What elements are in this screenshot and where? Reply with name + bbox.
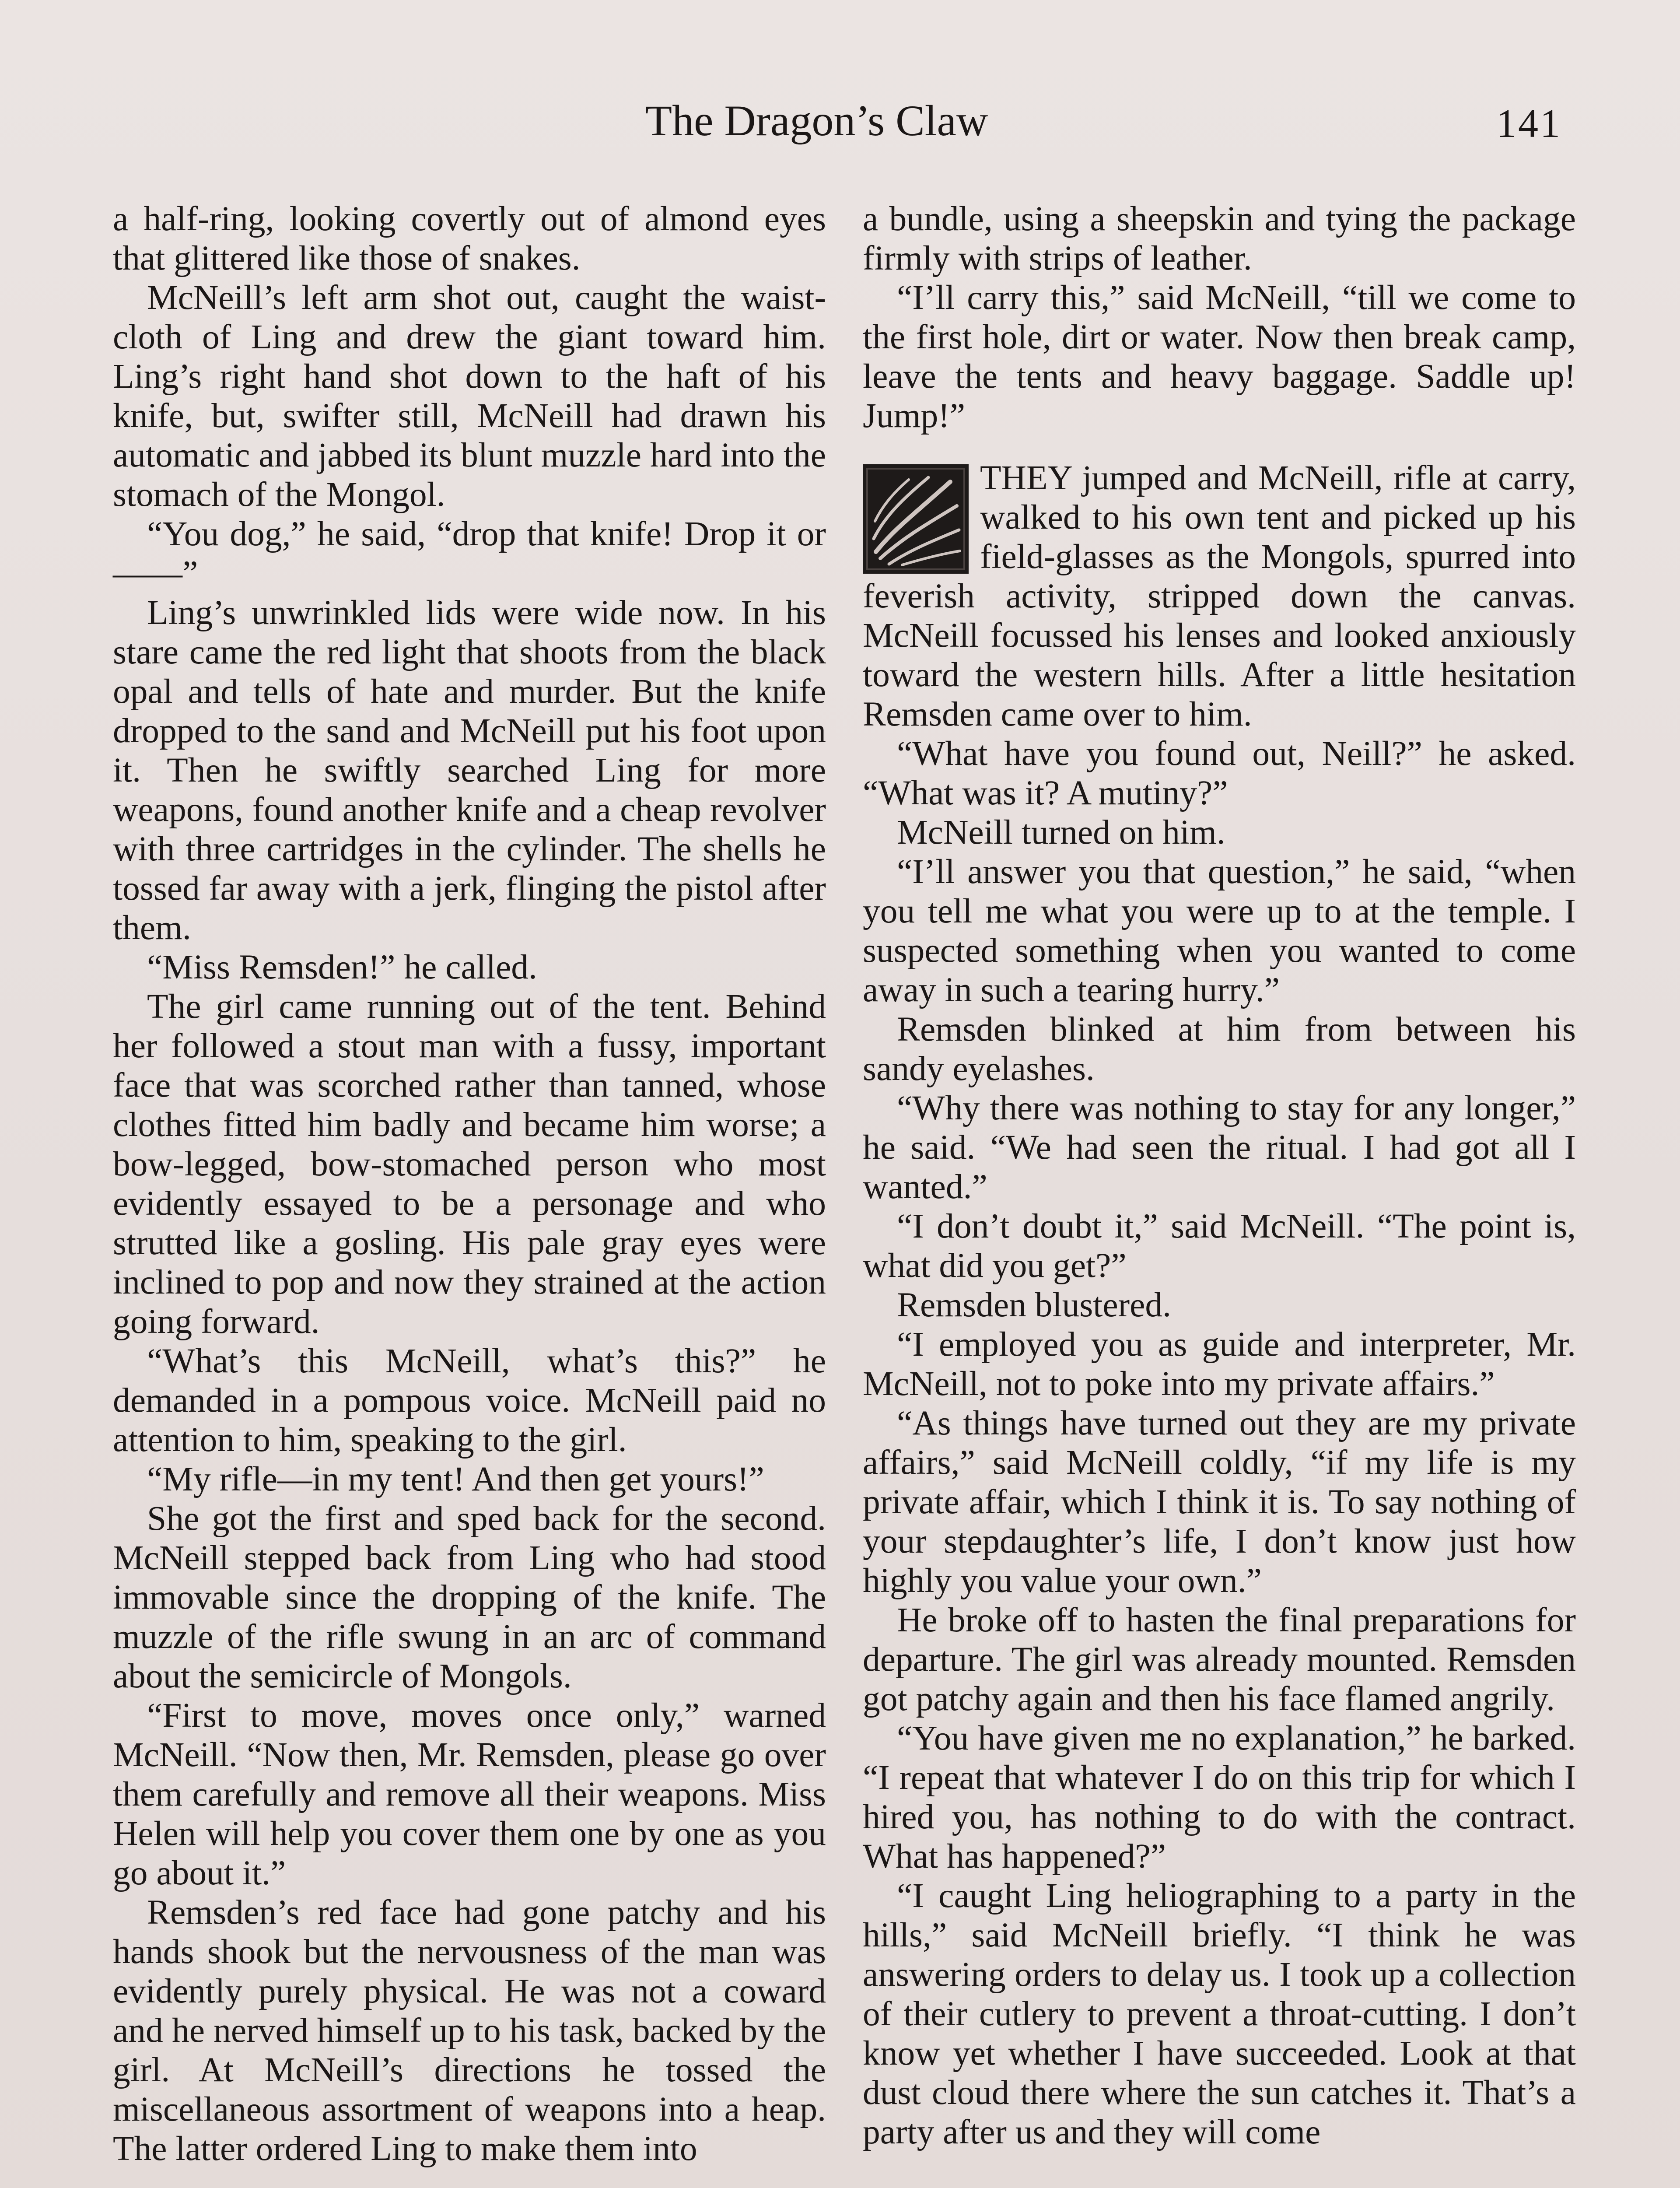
paragraph: Remsden blinked at him from between his sandy eyelashes. [863,1010,1576,1088]
left-column [113,199,826,2168]
paragraph: “Why there was nothing to stay for any longer,” he said. “We had seen the ritual. I had got all I wanted.” [863,1089,1576,1206]
right-column [863,199,1576,2152]
paragraph: The girl came running out of the tent. Behind her followed a stout man with a fussy, important face that was scorched rather than tanned, whose clothes fitted him badly and became him worse; a bow-legged, bow-stomached person who most evidently essayed to be a personage and who strutted like a gosling. His pale gray eyes were inclined to pop and now they strained at the action going forward. [113,987,826,1341]
paragraph: “You have given me no explanation,” he barked. “I repeat that whatever I do on this trip for which I hired you, has nothing to do with the contract. What has happened?” [863,1719,1576,1876]
paragraph: “What’s this McNeill, what’s this?” he demanded in a pompous voice. McNeill paid no attention to him, speaking to the girl. [113,1342,826,1459]
paragraph: “I don’t doubt it,” said McNeill. “The point is, what did you get?” [863,1207,1576,1285]
decorative-initial-ornament-icon [863,464,969,574]
paragraph: “I’ll answer you that question,” he said, “when you tell me what you were up to at the temple. I suspected something when you wanted to come away in such a tearing hurry.” [863,852,1576,1009]
paragraph: Ling’s unwrinkled lids were wide now. In his stare came the red light that shoots from the black opal and tells of hate and murder. But the knife dropped to the sand and McNeill put his foot upon it. Then he swiftly searched Ling for more weapons, found another knife and a cheap revolver with three cartridges in the cylinder. The shells he tossed far away with a jerk, flinging the pistol after them. [113,593,826,947]
paragraph: He broke off to hasten the final preparations for departure. The girl was already mounted. Remsden got patchy again and then his face flamed angrily. [863,1601,1576,1718]
paragraph: a bundle, using a sheepskin and tying the package firmly with strips of leather. [863,200,1576,277]
paragraph: McNeill’s left arm shot out, caught the waist-cloth of Ling and drew the giant toward him. Ling’s right hand shot down to the haft of his knife, but, swifter still, McNeill had drawn his automatic and jabbed its blunt muzzle hard into the stomach of the Mongol. [113,278,826,514]
paragraph: “You dog,” he said, “drop that knife! Drop it or——” [113,515,826,593]
paragraph: “As things have turned out they are my private affairs,” said McNeill coldly, “if my life is my private affair, which I think it is. To say nothing of your stepdaughter’s life, I don’t know just how highly you value your own.” [863,1404,1576,1600]
paragraph: McNeill turned on him. [897,813,1225,852]
paragraph: “Miss Remsden!” he called. [147,948,537,986]
paragraph: a half-ring, looking covertly out of almond eyes that glittered like those of snakes. [113,200,826,277]
section-start [863,458,1576,734]
paragraph: “My rifle—in my tent! And then get yours!” [147,1460,764,1498]
section-first-paragraph: THEY jumped and McNeill, rifle at carry, walked to his own tent and picked up his field-glasses as the Mongols, spurred into feverish activity, stripped down the canvas. McNeill focussed his lenses and looked anxiously toward the western hills. After a little hesitation Remsden came over to him. [863,459,1576,733]
paragraph: Remsden’s red face had gone patchy and his hands shook but the nervousness of the man was evidently purely physical. He was not a coward and he nerved himself up to his task, backed by the girl. At McNeill’s directions he tossed the miscellaneous assortment of weapons into a heap. The latter ordered Ling to make them into [113,1893,826,2168]
paragraph: “I’ll carry this,” said McNeill, “till we come to the first hole, dirt or water. Now then break camp, leave the tents and heavy baggage. Saddle up! Jump!” [863,278,1576,435]
paragraph: She got the first and sped back for the second. McNeill stepped back from Ling who had stood immovable since the dropping of the knife. The muzzle of the rifle swung in an arc of command about the semicircle of Mongols. [113,1499,826,1695]
paragraph: “First to move, moves once only,” warned McNeill. “Now then, Mr. Remsden, please go over them carefully and remove all their weapons. Miss Helen will help you cover them one by one as you go about it.” [113,1696,826,1892]
paragraph: “What have you found out, Neill?” he asked. “What was it? A mutiny?” [863,734,1576,812]
paragraph: “I employed you as guide and interpreter, Mr. McNeill, not to poke into my private affairs.” [863,1325,1576,1403]
running-title: The Dragon’s Claw [645,96,988,145]
paragraph: Remsden blustered. [897,1286,1172,1324]
paragraph: “I caught Ling heliographing to a party in the hills,” said McNeill briefly. “I think he was answering orders to delay us. I took up a collection of their cutlery to prevent a throat-cutting. I don’t know yet whether I have succeeded. Look at that dust cloud there where the sun catches it. That’s a party after us and they will come [863,1876,1576,2151]
page-number: 141 [1496,101,1562,146]
